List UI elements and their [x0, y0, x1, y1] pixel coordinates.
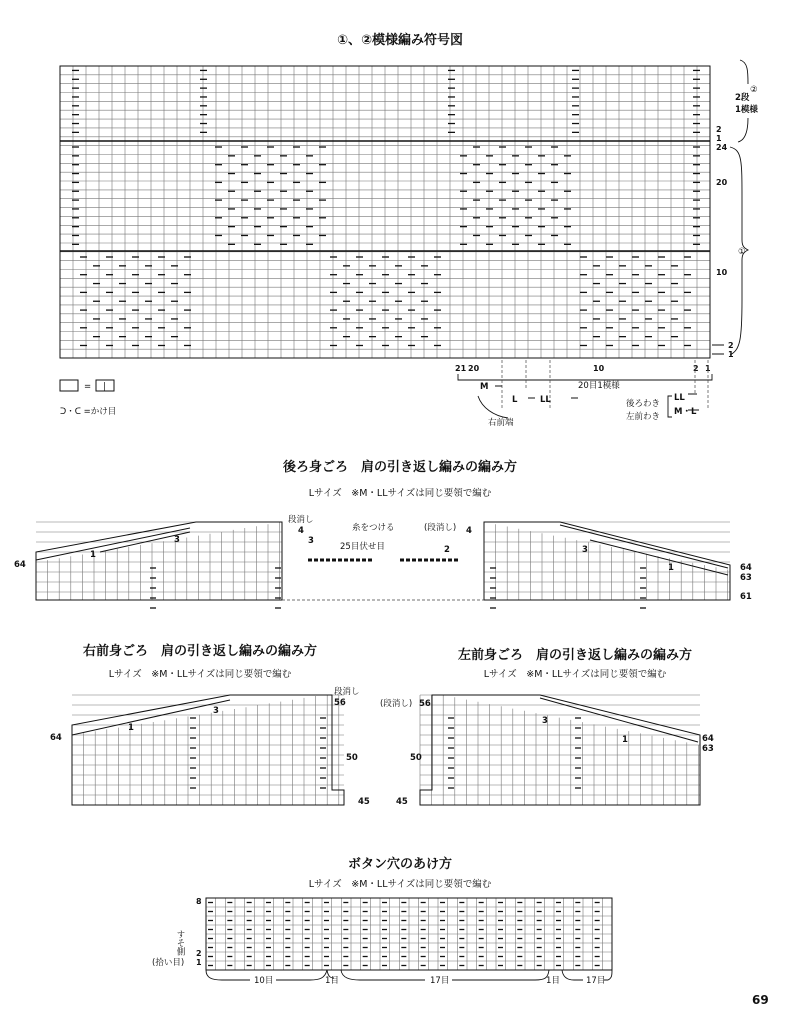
- legend-eq: =: [84, 382, 92, 392]
- left-front-label-50: 50: [410, 753, 422, 763]
- buttonhole-subtitle: Lサイズ ※M・LLサイズは同じ要領で編む: [308, 879, 492, 890]
- span-10: 10目: [254, 976, 274, 986]
- right-front-bind-off-step: 段消し: [334, 687, 360, 697]
- legend-knit-symbol: |: [103, 382, 106, 392]
- chart1-col-2: 2: [693, 364, 699, 373]
- back-label-2-mid: 2: [444, 545, 450, 555]
- span-17a: 17目: [430, 976, 450, 986]
- repeat-label: 20目1模様: [578, 381, 620, 391]
- right-front-label-3: 3: [213, 706, 219, 716]
- buttonhole-row-8: 8: [196, 897, 202, 906]
- buttonhole-row-2: 2: [196, 949, 202, 958]
- right-front-label-56: 56: [334, 698, 346, 708]
- back-grid: [36, 522, 730, 608]
- back-attach-yarn: 糸をつける: [352, 523, 395, 533]
- buttonhole-grid: [206, 898, 612, 970]
- back-label-64-right: 64: [740, 563, 752, 573]
- back-label-4-left: 4: [298, 526, 304, 536]
- left-front-label-3: 3: [542, 716, 548, 726]
- chart1-col-1: 1: [705, 364, 711, 373]
- back-label-4-right: 4: [466, 526, 472, 536]
- picked-up-label: (拾い目): [152, 958, 185, 968]
- right-front-label-64: 64: [50, 733, 62, 743]
- chart1-grid: [60, 66, 710, 358]
- right-front-label-1: 1: [128, 723, 134, 733]
- right-front-subtitle: Lサイズ ※M・LLサイズは同じ要領で編む: [108, 669, 292, 680]
- back-label-63-right: 63: [740, 573, 752, 583]
- right-front-title: 右前身ごろ 肩の引き返し編みの編み方: [82, 644, 318, 659]
- back-label-1-right: 1: [668, 563, 674, 573]
- chart1-row-10: 10: [716, 268, 728, 277]
- chart1-col-10: 10: [593, 364, 605, 373]
- back-label-1-left: 1: [90, 550, 96, 560]
- span-1b: 1目: [546, 976, 560, 986]
- right-front-edge-label: 右前端: [488, 418, 514, 428]
- back-side-label: 後ろわき: [626, 399, 661, 409]
- circle-two-label: ②: [750, 85, 758, 95]
- page-number: 69: [752, 993, 769, 1007]
- left-front-subtitle: Lサイズ ※M・LLサイズは同じ要領で編む: [483, 669, 667, 680]
- back-title: 後ろ身ごろ 肩の引き返し編みの編み方: [282, 460, 518, 475]
- buttonhole-row-1: 1: [196, 958, 202, 967]
- right-front-label-45: 45: [358, 797, 370, 807]
- circle-one-label: ①: [738, 247, 746, 257]
- hem-side-label: すそ側: [175, 930, 185, 956]
- chart1-row-24: 24: [716, 143, 728, 152]
- back-subtitle: Lサイズ ※M・LLサイズは同じ要領で編む: [308, 488, 492, 499]
- left-front-grid: [420, 695, 700, 805]
- left-front-label-45: 45: [396, 797, 408, 807]
- chart1-title: ①、②模様編み符号図: [336, 33, 464, 48]
- span-17b: 17目: [586, 976, 606, 986]
- size-M-marker: M: [480, 382, 489, 392]
- chart1-one-pattern-label: 1模様: [735, 105, 758, 115]
- back-label-61-right: 61: [740, 592, 752, 602]
- legend-yarnover: ᑐ・ᑕ =かけ目: [60, 407, 117, 417]
- back-bind-off-step-paren: (段消し): [424, 523, 457, 533]
- size-LL-side: LL: [674, 393, 685, 403]
- chart1-row-1-top: 1: [716, 134, 722, 143]
- right-front-grid: [72, 695, 344, 805]
- back-label-64-left: 64: [14, 560, 26, 570]
- left-front-label-63: 63: [702, 744, 714, 754]
- span-1a: 1目: [325, 976, 339, 986]
- left-front-bind-off-step: (段消し): [380, 699, 413, 709]
- chart1-col-21: 21: [455, 364, 467, 373]
- back-center-bind-off: 25目伏せ目: [340, 542, 385, 552]
- chart1-two-row-label: 2段: [735, 93, 750, 103]
- size-ML-side: M・L: [674, 407, 697, 417]
- left-front-title: 左前身ごろ 肩の引き返し編みの編み方: [457, 648, 693, 663]
- left-front-side-label: 左前わき: [626, 412, 661, 422]
- right-front-label-50: 50: [346, 753, 358, 763]
- chart1-row-20: 20: [716, 178, 728, 187]
- left-front-label-1: 1: [622, 735, 628, 745]
- size-L-marker: L: [512, 395, 518, 405]
- left-front-label-64: 64: [702, 734, 714, 744]
- back-label-3-mid: 3: [308, 536, 314, 546]
- back-bind-off-step: 段消し: [288, 515, 314, 525]
- back-label-3-right: 3: [582, 545, 588, 555]
- chart1-row-2-top: 2: [716, 125, 722, 134]
- chart1-row-2-bottom: 2: [728, 341, 734, 350]
- buttonhole-title: ボタン穴のあけ方: [347, 857, 453, 872]
- back-label-3-left: 3: [174, 535, 180, 545]
- size-LL-marker: LL: [540, 395, 551, 405]
- left-front-label-56: 56: [419, 699, 431, 709]
- chart1-col-20: 20: [468, 364, 480, 373]
- chart1-row-1-bottom: 1: [728, 350, 734, 359]
